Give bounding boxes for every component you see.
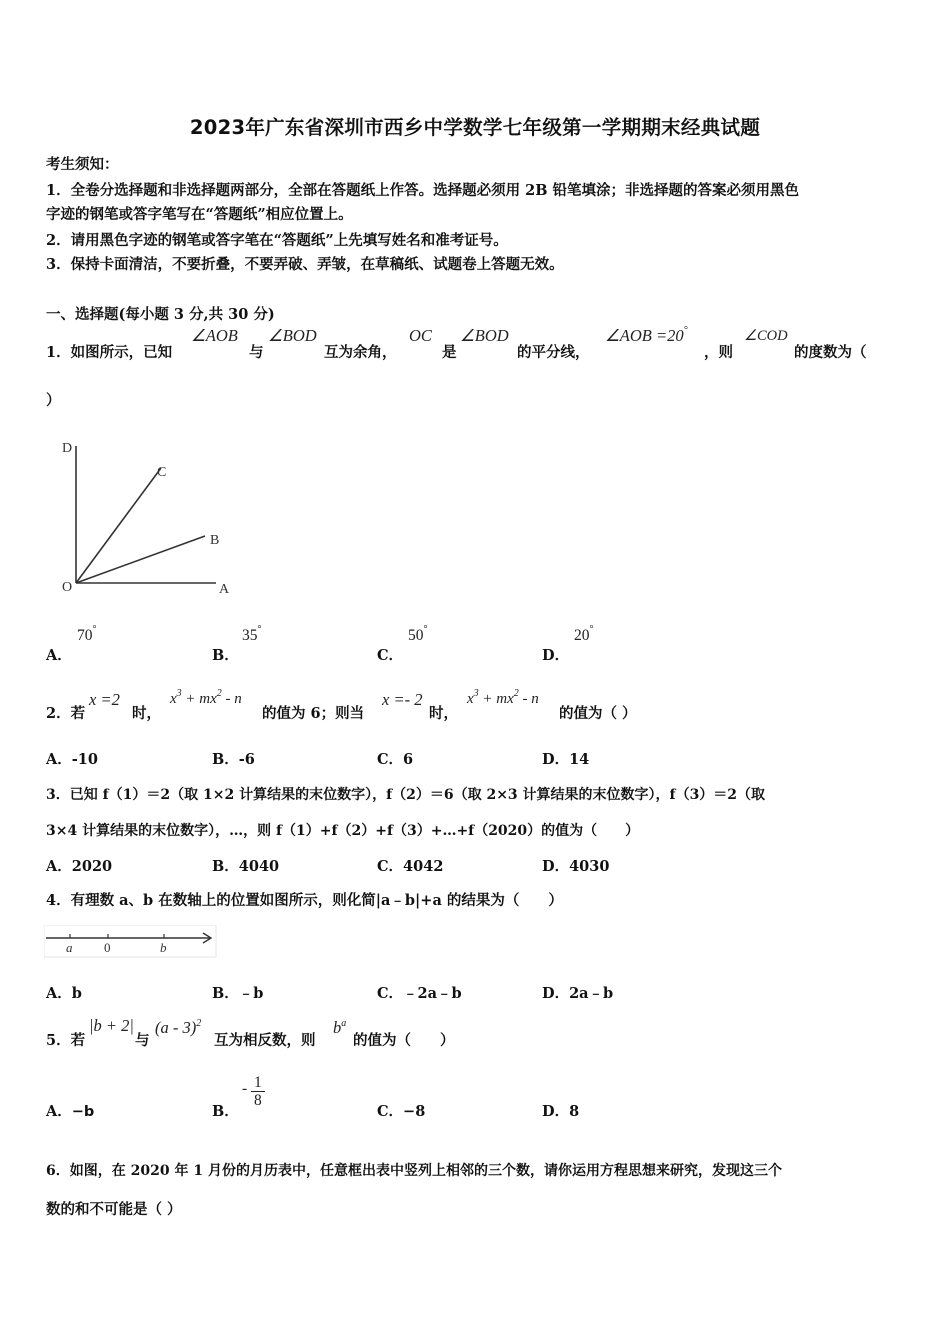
q1-option-d-label: D．	[542, 647, 570, 664]
q1-option-c-label: C．	[377, 647, 404, 664]
q1-option-d-value: 20°	[574, 624, 594, 644]
q1-prefix: 1．如图所示，已知	[46, 344, 173, 361]
q5-option-c-label: C．	[377, 1103, 404, 1120]
q4-option-d-label: D．	[542, 985, 570, 1002]
q4-option-b-label: B．	[212, 985, 239, 1002]
q2-option-a-value: -10	[71, 751, 98, 768]
q1-option-b-label: B．	[212, 647, 239, 664]
q1-ray-oc: OC	[409, 326, 432, 345]
q5-option-a-value: −b	[71, 1104, 95, 1120]
q4-option-c-label: C．	[377, 985, 404, 1002]
q3-line-1: 3．已知 f（1）＝2（取 1×2 计算结果的末位数字），f（2）＝6（取 2×3 计算结果的末位数字），f（3）＝2（取	[46, 787, 766, 803]
q5-power-expr: $b^a$	[333, 1018, 347, 1037]
q2-options	[46, 748, 906, 770]
label-c: C	[157, 465, 167, 480]
q4-stem: 4．有理数 a、b 在数轴上的位置如图所示，则化简|a﹣b|+a 的结果为（ ）	[46, 892, 563, 909]
label-o: O	[62, 580, 73, 595]
angle-figure	[54, 436, 244, 601]
q5-option-b-value: - $\frac{1}{8}$	[242, 1074, 265, 1109]
q2-prefix: 2．若	[46, 705, 86, 722]
q6-line-1: 6．如图，在 2020 年 1 月份的月历表中，任意框出表中竖列上相邻的三个数，请你运用方程思想来研究，发现这三个	[46, 1163, 782, 1179]
q2-option-d-label: D．	[542, 751, 570, 768]
q3-option-c-value: 4042	[403, 858, 444, 875]
ray-oc	[76, 468, 161, 583]
q2-option-a-label: A．	[46, 751, 72, 768]
q3-option-d-label: D．	[542, 858, 570, 875]
section-heading: 一、选择题(每小题 3 分,共 30 分)	[46, 306, 275, 323]
q5-prefix: 5．若	[46, 1032, 86, 1049]
page-title: 2023年广东省深圳市西乡中学数学七年级第一学期期末经典试题	[189, 116, 761, 139]
ray-ob	[76, 536, 205, 583]
q1-option-a-value: 70°	[77, 624, 97, 644]
q5-option-a-label: A．	[46, 1103, 72, 1120]
q3-option-b-label: B．	[212, 858, 239, 875]
q2-option-d-value: 14	[569, 751, 590, 768]
q2-text-3: 时，	[429, 705, 458, 722]
q1-text-6: 的度数为（	[794, 344, 867, 361]
q1-text-4: 的平分线，	[517, 344, 590, 361]
q5-abs-expr: |b + 2|	[89, 1016, 134, 1035]
q4-option-d-value: 2a﹣b	[569, 985, 614, 1002]
q4-option-a-value: b	[71, 985, 82, 1002]
q1-text-5: ，则	[704, 344, 733, 361]
q1-option-a-label: A．	[46, 647, 72, 664]
q1-option-c-value: 50°	[408, 624, 428, 644]
q4-option-b-value: ﹣b	[238, 985, 264, 1002]
q1-text-3: 是	[442, 344, 457, 361]
label-d: D	[62, 441, 73, 456]
q1-angle-value: ∠AOB =20°	[605, 325, 688, 345]
q2-option-c-value: 6	[403, 751, 414, 768]
q2-expr-2: $x^3 + mx^2 - n$	[467, 688, 539, 707]
q2-cond-2: x =- 2	[382, 690, 423, 709]
q2-option-c-label: C．	[377, 751, 404, 768]
notice-line-2: 2．请用黑色字迹的钢笔或答字笔在“答题纸”上先填写姓名和准考证号。	[46, 232, 508, 249]
q2-text-4: 的值为（ ）	[559, 705, 637, 722]
label-axis-a: a	[66, 940, 73, 955]
notice-heading: 考生须知：	[46, 156, 119, 173]
q5-text-2: 互为相反数，则	[214, 1032, 316, 1049]
q1-angle-cod: ∠COD	[744, 328, 788, 344]
q4-options	[46, 982, 906, 1004]
q1-angle-bod-2: ∠BOD	[460, 326, 509, 345]
q1-text-1: 与	[249, 344, 264, 361]
q3-option-a-label: A．	[46, 858, 72, 875]
label-a: A	[219, 582, 230, 597]
q3-option-a-value: 2020	[71, 858, 113, 875]
notice-line-3: 3．保持卡面清洁，不要折叠，不要弄破、弄皱，在草稿纸、试题卷上答题无效。	[46, 256, 564, 273]
label-b: B	[210, 533, 220, 548]
q2-expr-1: $x^3 + mx^2 - n$	[170, 688, 242, 707]
question-2-stem	[46, 690, 906, 724]
q5-option-d-value: 8	[569, 1103, 580, 1120]
q4-option-c-value: ﹣2a﹣b	[403, 985, 462, 1002]
label-axis-b: b	[160, 940, 167, 955]
q5-square-expr: (a - 3)$^2$	[155, 1018, 202, 1037]
q5-options	[46, 1074, 906, 1122]
q1-angle-aob: ∠AOB	[191, 326, 238, 345]
q5-text-3: 的值为（ ）	[353, 1032, 455, 1049]
question-5-stem	[46, 1016, 906, 1050]
q1-options	[46, 624, 906, 667]
number-line	[44, 925, 220, 959]
q1-angle-bod: ∠BOD	[268, 326, 317, 345]
q5-option-b-label: B．	[212, 1103, 239, 1120]
q3-options	[46, 855, 906, 877]
q5-text-1: 与	[135, 1032, 150, 1049]
q2-cond-1: x =2	[89, 690, 120, 709]
q6-line-2: 数的和不可能是（ ）	[46, 1201, 182, 1218]
q2-option-b-label: B．	[212, 751, 239, 768]
notice-line-1a: 1．全卷分选择题和非选择题两部分，全部在答题纸上作答。选择题必须用 2B 铅笔填涂；非选择题的答案必须用黑色	[46, 182, 800, 199]
q5-option-d-label: D．	[542, 1103, 570, 1120]
q3-line-2: 3×4 计算结果的末位数字），…，则 f（1）+f（2）+f（3）+…+f（2020）的值为（ ）	[46, 823, 640, 839]
q1-text-2: 互为余角，	[324, 344, 397, 361]
notice-line-1b: 字迹的钢笔或答字笔写在“答题纸”相应位置上。	[46, 206, 353, 223]
q3-option-d-value: 4030	[569, 858, 610, 875]
q2-option-b-value: -6	[238, 751, 255, 768]
q5-option-c-value: −8	[403, 1103, 426, 1120]
q1-close-paren: ）	[46, 392, 61, 409]
label-axis-zero: 0	[104, 940, 111, 955]
q1-option-b-value: 35°	[242, 624, 262, 644]
q2-text-1: 时，	[132, 705, 161, 722]
q3-option-b-value: 4040	[238, 858, 280, 875]
q3-option-c-label: C．	[377, 858, 404, 875]
q4-option-a-label: A．	[46, 985, 72, 1002]
q2-text-2: 的值为 6；则当	[262, 705, 365, 722]
